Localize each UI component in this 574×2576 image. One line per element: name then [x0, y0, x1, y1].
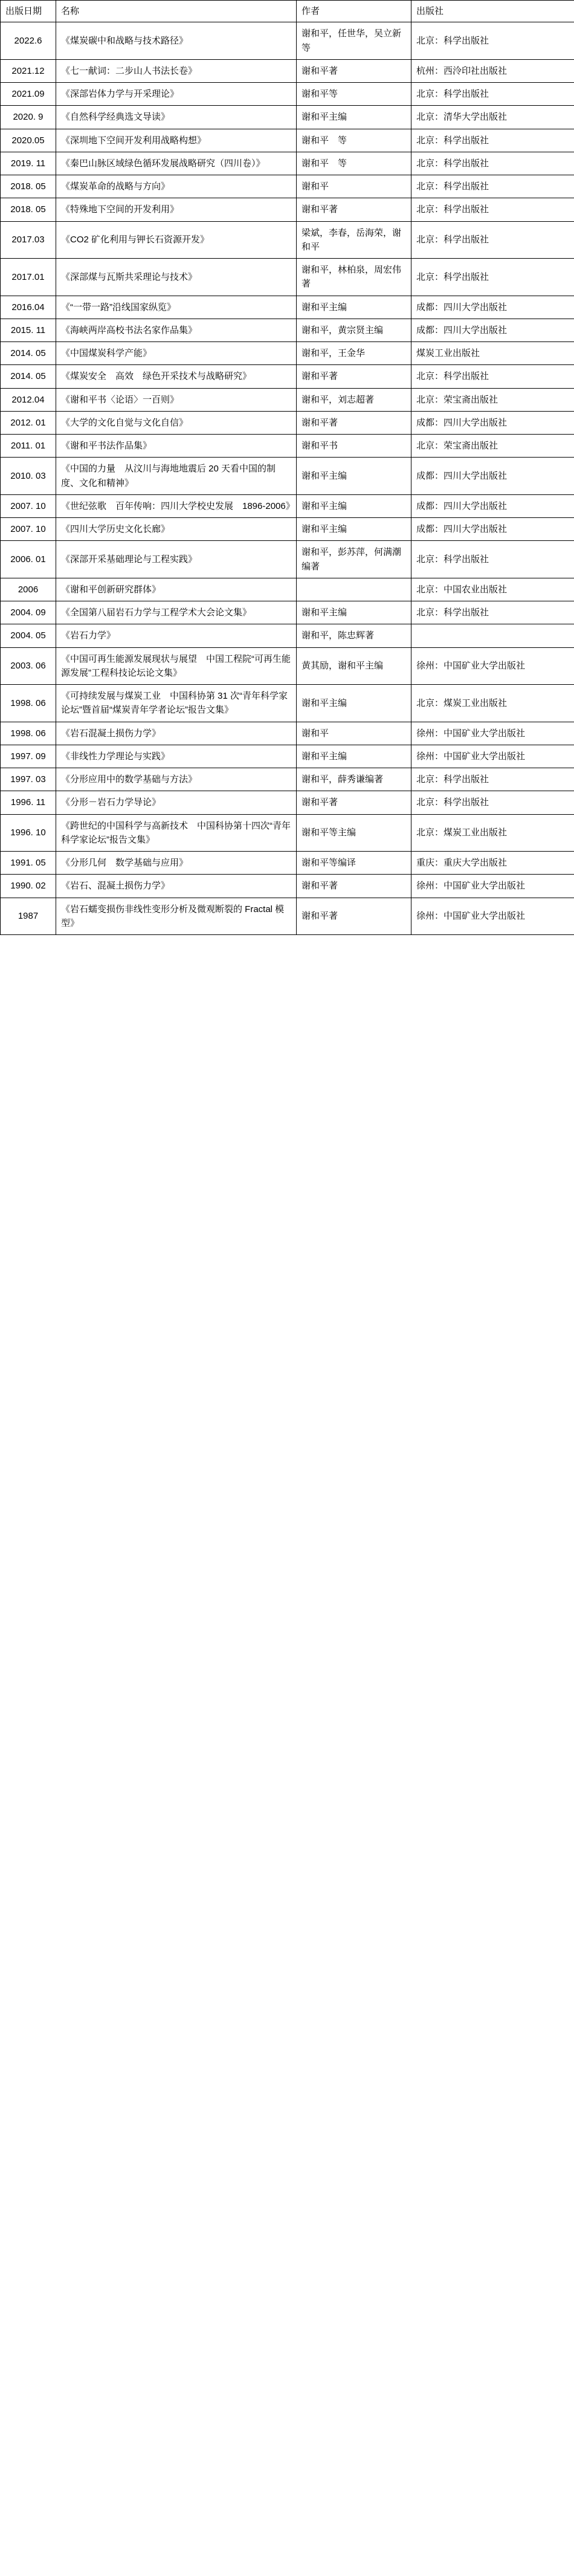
cell-date: 2021.09 — [1, 83, 56, 106]
cell-date: 1987 — [1, 898, 56, 935]
cell-author: 谢和平著 — [297, 59, 411, 82]
cell-publisher: 成都：四川大学出版社 — [411, 411, 574, 434]
cell-date: 2004. 05 — [1, 624, 56, 647]
cell-publisher: 徐州：中国矿业大学出版社 — [411, 875, 574, 898]
cell-date: 1998. 06 — [1, 722, 56, 745]
cell-title: 《海峡两岸高校书法名家作品集》 — [56, 319, 297, 341]
cell-publisher: 北京：科学出版社 — [411, 129, 574, 152]
cell-author: 谢和平主编 — [297, 458, 411, 495]
publication-list-page — [0, 0, 574, 935]
table-row — [1, 198, 574, 221]
cell-title: 《可持续发展与煤炭工业 中国科协第 31 次“青年科学家论坛”暨首届“煤炭青年学者论坛”报告文集》 — [56, 685, 297, 722]
cell-author: 谢和平书 — [297, 435, 411, 458]
cell-date: 2014. 05 — [1, 365, 56, 388]
cell-author: 谢和平 等 — [297, 129, 411, 152]
cell-author: 谢和平著 — [297, 875, 411, 898]
cell-title: 《岩石混凝土损伤力学》 — [56, 722, 297, 745]
column-header-date: 出版日期 — [1, 1, 56, 22]
table-row — [1, 388, 574, 411]
cell-date: 2017.01 — [1, 259, 56, 296]
cell-publisher: 北京：煤炭工业出版社 — [411, 814, 574, 852]
table-body — [1, 22, 574, 935]
cell-publisher: 北京：科学出版社 — [411, 152, 574, 175]
cell-author: 谢和平主编 — [297, 601, 411, 624]
table-row — [1, 259, 574, 296]
cell-title: 《深圳地下空间开发利用战略构想》 — [56, 129, 297, 152]
table-row — [1, 601, 574, 624]
cell-author: 谢和平，彭苏萍，何满潮编著 — [297, 541, 411, 578]
cell-date: 2007. 10 — [1, 518, 56, 541]
cell-title: 《自然科学经典选文导读》 — [56, 106, 297, 129]
table-row — [1, 458, 574, 495]
cell-author: 谢和平，薛秀谦编著 — [297, 768, 411, 791]
cell-date: 1990. 02 — [1, 875, 56, 898]
table-row — [1, 898, 574, 935]
cell-title: 《煤炭革命的战略与方向》 — [56, 175, 297, 198]
cell-publisher: 北京：中国农业出版社 — [411, 578, 574, 601]
cell-publisher: 成都：四川大学出版社 — [411, 494, 574, 517]
cell-publisher: 北京：科学出版社 — [411, 541, 574, 578]
cell-author: 谢和平主编 — [297, 685, 411, 722]
cell-publisher: 北京：荣宝斋出版社 — [411, 435, 574, 458]
table-header — [1, 1, 574, 22]
cell-publisher: 杭州：西泠印社出版社 — [411, 59, 574, 82]
cell-date: 2015. 11 — [1, 319, 56, 341]
table-row — [1, 852, 574, 875]
cell-publisher: 北京：科学出版社 — [411, 365, 574, 388]
cell-date: 1997. 03 — [1, 768, 56, 791]
cell-title: 《深部开采基础理论与工程实践》 — [56, 541, 297, 578]
column-header-title: 名称 — [56, 1, 297, 22]
cell-author — [297, 578, 411, 601]
table-row — [1, 22, 574, 60]
cell-title: 《谢和平创新研究群体》 — [56, 578, 297, 601]
cell-publisher: 成都：四川大学出版社 — [411, 296, 574, 319]
table-row — [1, 541, 574, 578]
cell-title: 《世纪弦歌 百年传响：四川大学校史发展 1896-2006》 — [56, 494, 297, 517]
table-row — [1, 342, 574, 365]
cell-title: 《秦巴山脉区域绿色循环发展战略研究（四川卷）》 — [56, 152, 297, 175]
table-row — [1, 411, 574, 434]
cell-date: 2003. 06 — [1, 647, 56, 685]
table-row — [1, 175, 574, 198]
cell-author: 谢和平，王金华 — [297, 342, 411, 365]
cell-publisher: 北京：科学出版社 — [411, 175, 574, 198]
cell-date: 2014. 05 — [1, 342, 56, 365]
cell-author: 谢和平主编 — [297, 296, 411, 319]
cell-publisher: 北京：科学出版社 — [411, 768, 574, 791]
table-row — [1, 685, 574, 722]
table-row — [1, 745, 574, 768]
cell-date: 2018. 05 — [1, 198, 56, 221]
cell-author: 谢和平主编 — [297, 106, 411, 129]
cell-author: 谢和平等编译 — [297, 852, 411, 875]
table-row — [1, 624, 574, 647]
cell-publisher: 重庆：重庆大学出版社 — [411, 852, 574, 875]
table-row — [1, 494, 574, 517]
cell-title: 《深部煤与瓦斯共采理论与技术》 — [56, 259, 297, 296]
cell-date: 2018. 05 — [1, 175, 56, 198]
cell-title: 《谢和平书法作品集》 — [56, 435, 297, 458]
cell-publisher: 北京：科学出版社 — [411, 83, 574, 106]
cell-date: 2017.03 — [1, 221, 56, 259]
cell-author: 谢和平 — [297, 175, 411, 198]
cell-author: 谢和平 — [297, 722, 411, 745]
cell-author: 谢和平等主编 — [297, 814, 411, 852]
cell-author: 谢和平主编 — [297, 518, 411, 541]
publications-table — [0, 0, 574, 935]
cell-date: 2007. 10 — [1, 494, 56, 517]
cell-date: 1996. 10 — [1, 814, 56, 852]
cell-publisher: 北京：科学出版社 — [411, 198, 574, 221]
cell-title: 《分形－岩石力学导论》 — [56, 791, 297, 814]
cell-title: 《跨世纪的中国科学与高新技术 中国科协第十四次“青年科学家论坛”报告文集》 — [56, 814, 297, 852]
cell-author: 谢和平，陈忠辉著 — [297, 624, 411, 647]
cell-author: 谢和平，黄宗贤主编 — [297, 319, 411, 341]
table-row — [1, 875, 574, 898]
cell-publisher: 徐州：中国矿业大学出版社 — [411, 898, 574, 935]
cell-date: 1997. 09 — [1, 745, 56, 768]
cell-title: 《七一献词：二步山人书法长卷》 — [56, 59, 297, 82]
cell-title: 《岩石蠕变损伤非线性变形分析及微观断裂的 Fractal 模型》 — [56, 898, 297, 935]
cell-publisher: 徐州：中国矿业大学出版社 — [411, 647, 574, 685]
table-row — [1, 814, 574, 852]
cell-title: 《大学的文化自觉与文化自信》 — [56, 411, 297, 434]
cell-author: 谢和平，任世华，吴立新等 — [297, 22, 411, 60]
cell-date: 2012.04 — [1, 388, 56, 411]
table-row — [1, 83, 574, 106]
cell-publisher: 北京：煤炭工业出版社 — [411, 685, 574, 722]
cell-date: 2016.04 — [1, 296, 56, 319]
cell-date: 2021.12 — [1, 59, 56, 82]
column-header-publisher: 出版社 — [411, 1, 574, 22]
table-row — [1, 296, 574, 319]
cell-date: 2004. 09 — [1, 601, 56, 624]
cell-publisher: 成都：四川大学出版社 — [411, 319, 574, 341]
cell-title: 《深部岩体力学与开采理论》 — [56, 83, 297, 106]
cell-title: 《中国可再生能源发展现状与展望 中国工程院“可再生能源发展”工程科技论坛论文集》 — [56, 647, 297, 685]
table-row — [1, 152, 574, 175]
cell-publisher: 成都：四川大学出版社 — [411, 458, 574, 495]
column-header-author: 作者 — [297, 1, 411, 22]
table-row — [1, 129, 574, 152]
table-row — [1, 221, 574, 259]
cell-title: 《中国煤炭科学产能》 — [56, 342, 297, 365]
cell-date: 2006. 01 — [1, 541, 56, 578]
cell-publisher — [411, 624, 574, 647]
cell-author: 梁斌，李春，岳海荣，谢和平 — [297, 221, 411, 259]
table-row — [1, 722, 574, 745]
table-row — [1, 518, 574, 541]
cell-publisher: 北京：科学出版社 — [411, 791, 574, 814]
cell-title: 《谢和平书〈论语〉一百则》 — [56, 388, 297, 411]
table-row — [1, 106, 574, 129]
cell-author: 谢和平主编 — [297, 745, 411, 768]
table-row — [1, 768, 574, 791]
cell-title: 《特殊地下空间的开发利用》 — [56, 198, 297, 221]
cell-publisher: 北京：清华大学出版社 — [411, 106, 574, 129]
cell-date: 2022.6 — [1, 22, 56, 60]
cell-author: 谢和平，林柏泉，周宏伟著 — [297, 259, 411, 296]
table-row — [1, 319, 574, 341]
cell-author: 谢和平著 — [297, 365, 411, 388]
table-header-row — [1, 1, 574, 22]
table-row — [1, 435, 574, 458]
cell-title: 《煤炭安全 高效 绿色开采技术与战略研究》 — [56, 365, 297, 388]
cell-title: 《岩石、混凝土损伤力学》 — [56, 875, 297, 898]
table-row — [1, 647, 574, 685]
cell-date: 2010. 03 — [1, 458, 56, 495]
cell-title: 《岩石力学》 — [56, 624, 297, 647]
table-row — [1, 791, 574, 814]
cell-date: 2006 — [1, 578, 56, 601]
cell-author: 谢和平 等 — [297, 152, 411, 175]
cell-date: 2019. 11 — [1, 152, 56, 175]
cell-title: 《CO2 矿化利用与钾长石资源开发》 — [56, 221, 297, 259]
cell-title: 《分形几何 数学基础与应用》 — [56, 852, 297, 875]
table-row — [1, 578, 574, 601]
cell-author: 谢和平著 — [297, 198, 411, 221]
cell-title: 《“一带一路”沿线国家纵览》 — [56, 296, 297, 319]
cell-date: 2012. 01 — [1, 411, 56, 434]
cell-author: 谢和平著 — [297, 898, 411, 935]
cell-publisher: 北京：科学出版社 — [411, 22, 574, 60]
cell-title: 《分形应用中的数学基础与方法》 — [56, 768, 297, 791]
cell-date: 1991. 05 — [1, 852, 56, 875]
cell-date: 2011. 01 — [1, 435, 56, 458]
cell-publisher: 徐州：中国矿业大学出版社 — [411, 745, 574, 768]
cell-title: 《全国第八届岩石力学与工程学术大会论文集》 — [56, 601, 297, 624]
cell-author: 谢和平主编 — [297, 494, 411, 517]
cell-title: 《煤炭碳中和战略与技术路径》 — [56, 22, 297, 60]
cell-author: 谢和平著 — [297, 411, 411, 434]
cell-publisher: 煤炭工业出版社 — [411, 342, 574, 365]
cell-date: 1998. 06 — [1, 685, 56, 722]
table-row — [1, 365, 574, 388]
cell-title: 《中国的力量 从汶川与海地地震后 20 天看中国的制度、文化和精神》 — [56, 458, 297, 495]
cell-publisher: 北京：科学出版社 — [411, 601, 574, 624]
cell-date: 1996. 11 — [1, 791, 56, 814]
cell-date: 2020.05 — [1, 129, 56, 152]
cell-title: 《非线性力学理论与实践》 — [56, 745, 297, 768]
cell-author: 谢和平，刘志超著 — [297, 388, 411, 411]
table-row — [1, 59, 574, 82]
cell-publisher: 成都：四川大学出版社 — [411, 518, 574, 541]
cell-publisher: 北京：荣宝斋出版社 — [411, 388, 574, 411]
cell-author: 谢和平著 — [297, 791, 411, 814]
cell-author: 谢和平等 — [297, 83, 411, 106]
cell-author: 黄其励，谢和平主编 — [297, 647, 411, 685]
cell-date: 2020. 9 — [1, 106, 56, 129]
cell-title: 《四川大学历史文化长廊》 — [56, 518, 297, 541]
cell-publisher: 北京：科学出版社 — [411, 221, 574, 259]
cell-publisher: 北京：科学出版社 — [411, 259, 574, 296]
cell-publisher: 徐州：中国矿业大学出版社 — [411, 722, 574, 745]
